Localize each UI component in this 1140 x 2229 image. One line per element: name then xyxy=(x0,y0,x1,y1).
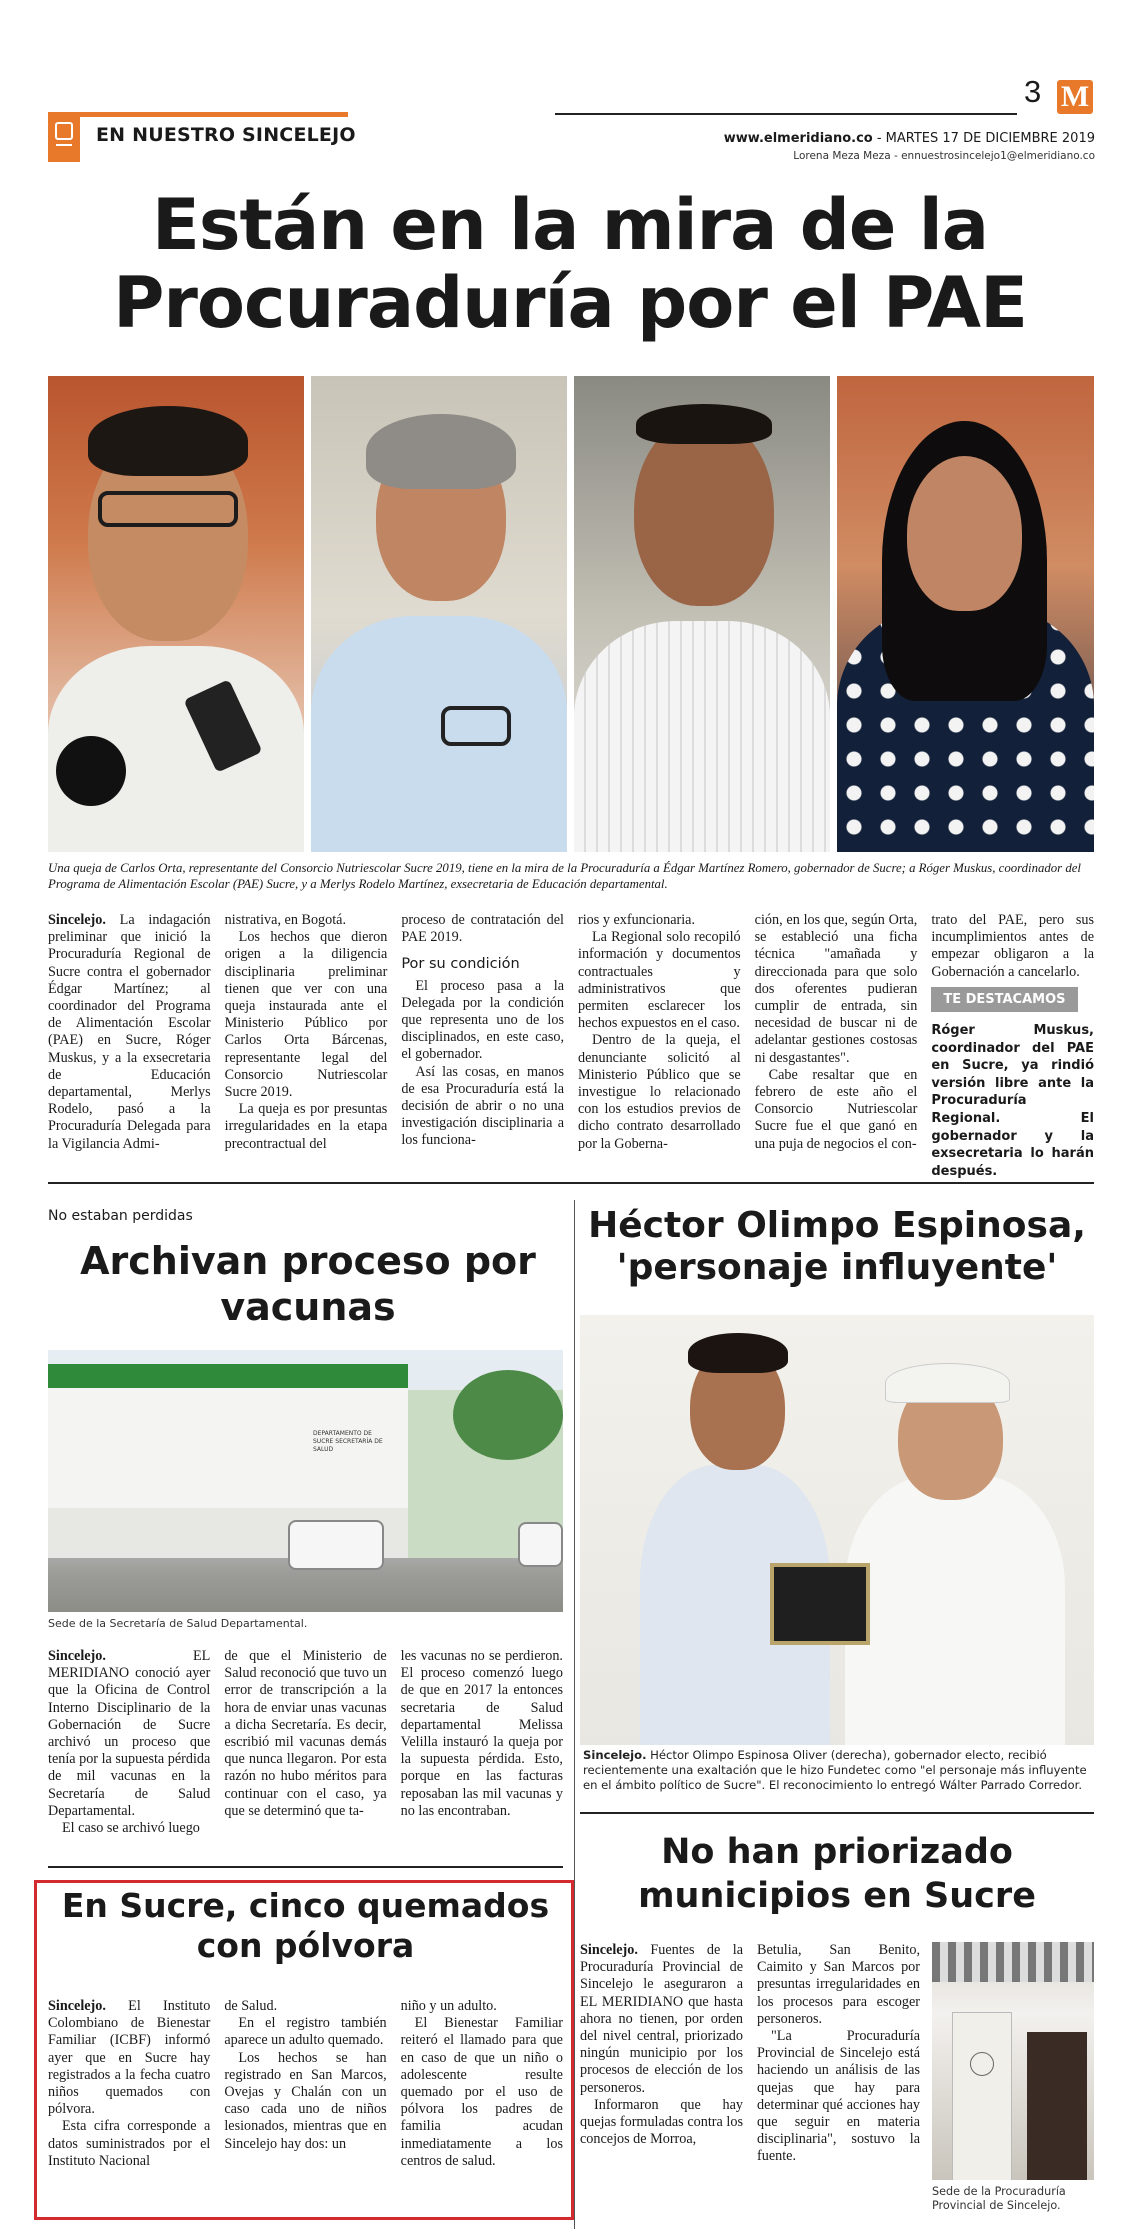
section-rule xyxy=(48,112,348,117)
date: - MARTES 17 DE DICIEMBRE 2019 xyxy=(872,131,1095,146)
page-number: 3 xyxy=(1024,74,1042,109)
section-divider-left xyxy=(48,1866,563,1868)
photo-caption: Una queja de Carlos Orta, representante del Consorcio Nutriescolar Sucre 2019, tiene en la mira de la Procuraduría a Édgar Martínez Romero, gobernador de Sucre; a Róger Muskus, coordinador del Programa de Alimentación Escolar (PAE) Sucre, y a Merlys Rodelo Martínez, exsecretaria de Educación departamental. xyxy=(48,861,1081,891)
white-suv xyxy=(288,1520,384,1570)
photo-woman-polka-dot xyxy=(837,376,1094,852)
priorizado-body xyxy=(580,1942,920,2166)
photo-man-striped-shirt xyxy=(574,376,830,852)
hector-headline: Héctor Olimpo Espinosa, 'personaje influyente' xyxy=(588,1205,1086,1288)
highlight-text: Róger Muskus, coordinador del PAE en Sucre, ya rindió versión libre ante la Procuraduría Regional. El gobernador y la exsecretaria lo harán después. xyxy=(931,1023,1094,1179)
highlight-box xyxy=(931,981,1094,1181)
section-divider-right xyxy=(580,1812,1094,1814)
column-1: Sincelejo. El Instituto Colombiano de Bienestar Familiar (ICBF) informó ayer que en Sucre hay registrados a la fecha cuatro niños quemados con pólvora. Esta cifra corresponde a datos suministrados por el Instituto Nacional xyxy=(48,1998,211,2169)
white-cap xyxy=(885,1363,1010,1403)
section-name: EN NUESTRO SINCELEJO xyxy=(96,124,356,146)
priorizado-headline: No han priorizado municipios en Sucre xyxy=(638,1832,1036,1916)
column-divider xyxy=(574,1200,575,2229)
column-1: Sincelejo. Fuentes de la Procuraduría Provincial de Sincelejo le aseguraron a EL MERIDIANO que hasta ahora no tienen, por orden del nivel central, priorizado ningún municipio por los procesos de elección de los personeros. Informaron que hay quejas formuladas contra los concejos de Morroa, xyxy=(580,1942,743,2148)
column-1: Sincelejo. La indagación preliminar que inició la Procuraduría Regional de Sucre contra el gobernador Édgar Martínez; al coordinador del Programa de Alimentación Escolar (PAE) en Sucre, Róger Muskus, y a la exsecretaria de Educación departamental, Merlys Rodelo, pasó a la Procuraduría Delegada para la Vigilancia Admi- xyxy=(48,912,211,1152)
header-rule xyxy=(555,113,1017,115)
column-3: niño y un adulto. El Bienestar Familiar reiteró el llamado para que en caso de que un niño o adolescente resulte quemado por el uso de pólvora los padres de familia acudan inmediatamente a los centros de salud. xyxy=(400,1998,563,2169)
subhead: Por su condición xyxy=(401,956,520,973)
main-headline: Están en la mira de la Procuraduría por el PAE xyxy=(113,184,1027,344)
website[interactable]: www.elmeridiano.co xyxy=(723,131,873,146)
archivan-photo-caption: Sede de la Secretaría de Salud Departamental. xyxy=(48,1617,308,1630)
column-2: nistrativa, en Bogotá. Los hechos que dieron origen a la diligencia disciplinaria preliminar tienen que ver con una queja instaurada ante el Ministerio Público por Carlos Orta Bárcenas, representante legal del Consorcio Nutriescolar Sucre 2019. La queja es por presuntas irregularidades en la etapa precontractual del xyxy=(224,912,388,1152)
sucre-headline: En Sucre, cinco quemados con pólvora xyxy=(61,1886,550,1965)
section-divider xyxy=(48,1182,1094,1184)
archivan-headline: Archivan proceso por vacunas xyxy=(80,1239,536,1329)
sucre-body xyxy=(48,1998,563,2170)
column-5: ción, en los que, según Orta, se estableció una ficha técnica "amañada y direccionada para que solo dos oferentes pudieran cumplir de entrada, sin necesidad de buscar ni de adelantar gestiones costosas ni desgastantes". Cabe resaltar que en febrero de este año el Consorcio Nutriescolar Sucre fue el que ganó en una puja de negocios el con- xyxy=(754,912,918,1152)
column-4: rios y exfuncionaria. La Regional solo recopiló información y documentos contractuales y administrativos que permiten esclarecer los hechos expuestos en el caso. Dentro de la queja, el denunciante solicitó al Ministerio Público que se investigue lo relacionado con los estudios previos de dicho contrato desarrollado por la Goberna- xyxy=(578,912,741,1152)
lead-dateline: Sincelejo. xyxy=(48,912,106,928)
hector-photo-caption: Sincelejo. Héctor Olimpo Espinosa Oliver (derecha), gobernador electo, recibió recientemente una exaltación que le hizo Fundetec como "el personaje más influyente en el ámbito político de Sucre". El reconocimiento lo entregó Wálter Parrado Corredor. xyxy=(583,1748,1087,1792)
column-2: de Salud. En el registro también aparece un adulto quemado. Los hechos se han registrado en San Marcos, Ovejas y Chalán con un caso cada uno de niños lesionados, mientras que en Sincelejo hay dos: un xyxy=(224,1998,387,2152)
award-plaque xyxy=(770,1563,870,1645)
kicker: No estaban perdidas xyxy=(48,1208,193,1224)
coat-of-arms-icon xyxy=(970,2052,994,2076)
main-article-body xyxy=(48,912,1094,1180)
photo-award-ceremony xyxy=(580,1315,1094,1745)
photo-older-man-glasses-cord xyxy=(311,376,567,852)
section-lighthouse-icon xyxy=(48,112,80,162)
column-6: trato del PAE, pero sus incumplimientos antes de empezar obligaron a la Gobernación a cancelarlo. TE DESTACAMOS Róger Muskus, coordinador del PAE en Sucre, ya rindió versión libre ante la Procuraduría Regional. El gobernador y la exsecretaria lo harán después. xyxy=(931,912,1094,1179)
column-3: proceso de contratación del PAE 2019. Por su condición El proceso pasa a la Delegada por la condición que representa uno de los disciplinados, en este caso, el gobernador. Así las cosas, en manos de esa Procuraduría está la decisión de abrir o no una investigación disciplinaria a los funciona- xyxy=(401,912,564,1149)
photo-procuraduria-building xyxy=(932,1942,1094,2180)
highlight-tag: TE DESTACAMOS xyxy=(931,987,1077,1012)
column-2: de que el Ministerio de Salud reconoció que tuvo un error de transcripción a la hora de enviar unas vacunas a dicha Secretaría. Es decir, escribió mil vacunas demás que nunca llegaron. Por esta razón no hubo méritos para continuar con el caso, ya que se determinó que ta- xyxy=(224,1648,387,1819)
column-2: Betulia, San Benito, Caimito y San Marcos por presuntas irregularidades en los procesos para escoger personeros. "La Procuraduría Provincial de Sincelejo está haciendo un análisis de las quejas que hay para determinar qué acciones hay que seguir en materia disciplinaria", sostuvo la fuente. xyxy=(757,1942,920,2165)
dateline xyxy=(600,131,1095,146)
archivan-body xyxy=(48,1648,563,1837)
photo-man-glasses-microphone xyxy=(48,376,304,852)
brand-logo: M xyxy=(1057,80,1093,114)
photo-health-secretariat-building xyxy=(48,1350,563,1612)
building-sign: DEPARTAMENTO DE SUCRE SECRETARÍA DE SALUD xyxy=(313,1430,383,1453)
byline: Lorena Meza Meza - ennuestrosincelejo1@elmeridiano.co xyxy=(793,150,1095,162)
column-1: Sincelejo. EL MERIDIANO conoció ayer que la Oficina de Control Interno Disciplinario de la Gobernación de Sucre archivó un proceso que tenía por la supuesta pérdida de mil vacunas en la Secretaría de Salud Departamental. El caso se archivó luego xyxy=(48,1648,211,1837)
priorizado-photo-caption: Sede de la Procuraduría Provincial de Sincelejo. xyxy=(932,2185,1066,2212)
column-3: les vacunas no se perdieron. El proceso comenzó luego de que en 2017 la entonces secretaria de Salud departamental Melissa Velilla instauró la queja por la supuesta pérdida. Esto, porque en las facturas reposaban las mil vacunas y no las encontraban. xyxy=(400,1648,563,1819)
